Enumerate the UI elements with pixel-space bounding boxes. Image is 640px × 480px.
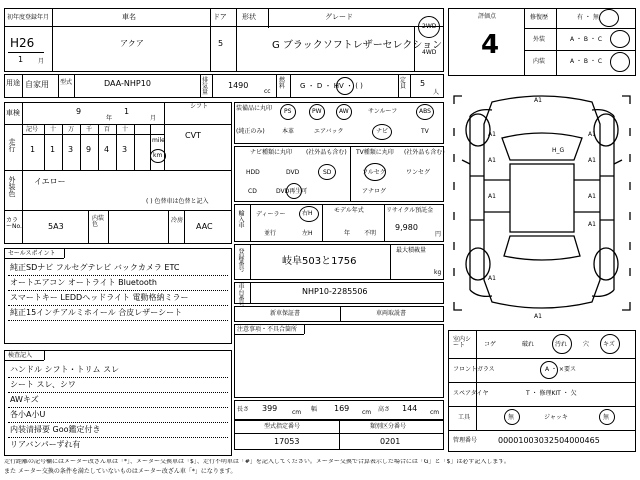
note-line-6: リアバンパーずれ有 bbox=[10, 440, 81, 449]
equip-ps: PS bbox=[284, 108, 292, 115]
model-year-unit: 年 bbox=[344, 230, 351, 237]
management-value: 00001003032504000465 bbox=[498, 436, 600, 445]
shape-label: 形状 bbox=[242, 13, 256, 21]
mileage-h4: 百 bbox=[104, 126, 111, 133]
reg-year-label: 初年度登録年月 bbox=[7, 14, 50, 21]
import-label: 輸入車 bbox=[237, 210, 244, 228]
note-line-5: 内装清掃要 Goo鑑定付き bbox=[10, 425, 101, 434]
tv-fullseg: フルセグ bbox=[362, 169, 386, 176]
length-label: 長さ bbox=[237, 406, 250, 413]
height-unit: cm bbox=[430, 409, 440, 416]
spare-label: スペアタイヤ bbox=[453, 390, 489, 397]
sales-line-2: オートエアコン オートライト Bluetooth bbox=[10, 278, 157, 287]
dmg-label-1: A1 bbox=[534, 97, 542, 104]
height-value: 144 bbox=[402, 404, 418, 413]
equip-airbag: エアバック bbox=[314, 128, 344, 135]
navi-dvd: DVD bbox=[286, 169, 300, 176]
recycle-unit: 円 bbox=[435, 231, 442, 238]
model-label: 型式 bbox=[60, 79, 73, 86]
interior-label: 内装 bbox=[533, 58, 546, 65]
grade-score: 4 bbox=[481, 30, 500, 60]
width-value: 169 bbox=[334, 404, 350, 413]
mileage-d0: 1 bbox=[30, 145, 36, 154]
notes-title: 注意事項・不具合箇所 bbox=[237, 326, 298, 333]
seat-hole: 穴 bbox=[583, 341, 590, 348]
mileage-d5: 3 bbox=[122, 145, 128, 154]
capacity-unit: 人 bbox=[433, 89, 440, 96]
repair-options: 有 ・ 無 bbox=[577, 14, 599, 21]
height-label: 高さ bbox=[378, 406, 391, 413]
equip-aw: AW bbox=[339, 108, 349, 115]
manual-label: 車両取説書 bbox=[376, 310, 407, 317]
equip-tv: TV bbox=[421, 128, 429, 135]
inspection-year: 9 bbox=[76, 107, 82, 116]
windshield-options: A ・ ×要ス bbox=[545, 366, 576, 373]
windshield-label: フロントガラス bbox=[453, 366, 495, 373]
ac-label: 冷房 bbox=[171, 217, 184, 224]
tv-analog: アナログ bbox=[362, 188, 387, 195]
grade-label: グレード bbox=[325, 13, 353, 21]
shift-label: シフト bbox=[190, 103, 209, 110]
grade: G ブラックソフトレザーセレクション bbox=[272, 40, 443, 51]
color-label: 外装色 bbox=[8, 176, 16, 197]
registration-label: 登録番号 bbox=[237, 248, 244, 272]
mileage-unit-mile: mile bbox=[152, 137, 165, 144]
drive-2wd: 2WD bbox=[422, 23, 437, 30]
note-line-2: シート スレ、シワ bbox=[10, 380, 76, 389]
capacity: 5 bbox=[420, 79, 426, 88]
repair-label: 修復歴 bbox=[530, 14, 549, 21]
shift-value: CVT bbox=[185, 131, 201, 140]
displacement: 1490 bbox=[228, 81, 249, 90]
seat-scratch: キズ bbox=[603, 341, 615, 348]
mileage-label: 走行 bbox=[8, 138, 16, 152]
dmg-label-10: A1 bbox=[488, 275, 496, 282]
dmg-label-5: A1 bbox=[588, 157, 596, 164]
mileage-h0: 記号 bbox=[26, 126, 39, 133]
interior-color-label: 内装色 bbox=[92, 215, 105, 228]
width-label: 幅 bbox=[311, 406, 318, 413]
usage: 自家用 bbox=[25, 80, 49, 89]
import-left: 左H bbox=[302, 230, 313, 237]
spare-options: T ・ 修理KIT ・ 欠 bbox=[526, 390, 577, 397]
import-parallel: 並行 bbox=[264, 230, 277, 237]
sales-line-3: スマートキー LEDDヘッドライト 電動格納ミラー bbox=[10, 293, 189, 302]
docs-box bbox=[234, 306, 444, 322]
month-unit: 月 bbox=[38, 58, 45, 65]
color-no-label: カラーNo. bbox=[6, 217, 22, 230]
dmg-label-8: A1 bbox=[588, 221, 596, 228]
category-label: 類別区分番号 bbox=[370, 423, 407, 430]
color-value: イエロー bbox=[34, 177, 66, 186]
category-value: 0201 bbox=[380, 437, 401, 446]
equipment-title: 装備品に丸印 bbox=[236, 105, 273, 112]
fuel-label: 燃料 bbox=[279, 77, 286, 90]
doors: 5 bbox=[218, 39, 224, 48]
note-line-3: AWキズ bbox=[10, 395, 39, 404]
equip-navi: ナビ bbox=[376, 128, 389, 135]
tools-value: 無 bbox=[508, 414, 515, 421]
chassis-value: NHP10-2285506 bbox=[302, 287, 368, 296]
interior-options: A ・ B ・ C bbox=[570, 58, 603, 65]
dmg-label-11: A1 bbox=[534, 313, 542, 320]
reg-year: H26 bbox=[10, 36, 35, 50]
car-name: アクア bbox=[120, 39, 144, 48]
jack-value: 無 bbox=[603, 414, 610, 421]
seat-stain: 汚れ bbox=[555, 341, 568, 348]
notes-box bbox=[234, 324, 444, 398]
exterior-label: 外装 bbox=[533, 36, 546, 43]
equip-sunroof: サンルーフ bbox=[368, 108, 398, 115]
import-dealer: ディーラー bbox=[256, 211, 286, 218]
dmg-label-4: A1 bbox=[488, 157, 496, 164]
seat-burn: コゲ bbox=[484, 341, 497, 348]
width-unit: cm bbox=[362, 409, 372, 416]
mileage-d4: 4 bbox=[104, 145, 110, 154]
recycle-label: リサイクル預託金 bbox=[386, 207, 434, 214]
mileage-d2: 3 bbox=[68, 145, 74, 154]
footer-line-1: 走行距離の記号欄にはメーター改ざん車は「*」、メーター交換車は「$」、走行不明車は「#」を記入してください。メーター交換で合算表示した場合には「G」と「$」は必ず記入します。 bbox=[4, 459, 510, 465]
max-load-unit: kg bbox=[434, 269, 442, 276]
registration-value: 岐阜503と1756 bbox=[282, 256, 357, 267]
mileage-d1: 1 bbox=[50, 145, 56, 154]
max-load-label: 最大積載量 bbox=[396, 247, 427, 254]
recycle-value: 9,980 bbox=[395, 223, 418, 232]
sales-line-4: 純正15インチアルミホイール 合皮レザーシート bbox=[10, 308, 183, 317]
mileage-h2: 万 bbox=[68, 126, 75, 133]
length-value: 399 bbox=[262, 404, 278, 413]
note-line-1: ハンドル シフト・トリム スレ bbox=[10, 365, 120, 374]
doors-label: ドア bbox=[213, 13, 227, 21]
model-year-label: モデル年式 bbox=[334, 207, 364, 214]
dmg-label-7: A1 bbox=[588, 193, 596, 200]
inspector-notes-title: 検査記入 bbox=[8, 352, 33, 359]
tv-title: TV種類に丸印 bbox=[356, 149, 394, 156]
inspection-month: 1 bbox=[124, 107, 130, 116]
dmg-label-3: A1 bbox=[588, 131, 596, 138]
warranty-label: 新車保証書 bbox=[270, 310, 301, 317]
navi-hdd: HDD bbox=[246, 169, 260, 176]
fuel-options: G ・ D ・ HV ・ ( ) bbox=[300, 82, 363, 90]
model-year-unknown: 不明 bbox=[364, 230, 377, 237]
mileage-h3: 千 bbox=[86, 126, 93, 133]
equipment-subtitle: (純正のみ) bbox=[236, 128, 265, 135]
tv-oneseg: ワンセグ bbox=[406, 169, 431, 176]
dmg-label-6: A1 bbox=[488, 193, 496, 200]
length-unit: cm bbox=[292, 409, 302, 416]
navi-cd: CD bbox=[248, 188, 257, 195]
mileage-unit-km: km bbox=[153, 152, 163, 159]
sales-line-1: 純正SDナビ フルセグテレビ バックカメラ ETC bbox=[10, 263, 180, 272]
import-right: 右H bbox=[302, 210, 313, 217]
navi-title: ナビ種類に丸印 bbox=[250, 149, 293, 156]
navi-sub: (社外品も含む) bbox=[306, 149, 347, 156]
cc-unit: cc bbox=[264, 88, 271, 95]
displacement-label: 排気量 bbox=[202, 77, 209, 96]
exterior-options: A ・ B ・ C bbox=[570, 36, 603, 43]
sales-points-title: セールスポイント bbox=[8, 250, 56, 257]
capacity-label: 定員 bbox=[400, 77, 407, 90]
mileage-d3: 9 bbox=[86, 145, 92, 154]
chassis-label: 車台番号 bbox=[237, 283, 244, 307]
row2-table bbox=[4, 74, 444, 98]
grade-score-label: 評価点 bbox=[478, 13, 497, 20]
dmg-label-9: H_G bbox=[552, 147, 565, 154]
mileage-h5: 十 bbox=[122, 126, 129, 133]
color-no-value: 5A3 bbox=[48, 222, 64, 231]
fuel-hv-circle bbox=[336, 77, 354, 95]
tools-label: 工具 bbox=[458, 414, 471, 421]
jack-label: ジャッキ bbox=[544, 414, 568, 421]
navi-dvd-play: DVD再生可 bbox=[276, 188, 308, 195]
usage-label: 用途 bbox=[6, 79, 20, 87]
inspection-month-unit: 月 bbox=[150, 115, 157, 122]
footer-line-2: また メーター交換の条件を満たしていないものはメーター改ざん車「*」になります。 bbox=[4, 468, 237, 475]
designation-value: 17053 bbox=[274, 437, 300, 446]
model: DAA-NHP10 bbox=[104, 79, 151, 88]
equip-pw: PW bbox=[312, 108, 322, 115]
designation-label: 型式指定番号 bbox=[264, 423, 301, 430]
dmg-label-2: A1 bbox=[488, 131, 496, 138]
drive-4wd: 4WD bbox=[422, 49, 437, 56]
note-line-4: 各小A小U bbox=[10, 410, 46, 419]
navi-sd: SD bbox=[323, 169, 332, 176]
reg-month: 1 bbox=[18, 55, 24, 64]
equip-leather: 本革 bbox=[282, 128, 295, 135]
seat-label: 室内シート bbox=[453, 336, 472, 349]
seat-tear: 破れ bbox=[522, 341, 535, 348]
tv-sub: (社外品も含む) bbox=[404, 149, 445, 156]
inspection-year-unit: 年 bbox=[106, 115, 113, 122]
management-label: 管理番号 bbox=[453, 437, 478, 444]
color-note: ( ) 色替車は色替と記入 bbox=[146, 198, 209, 205]
mileage-h1: 十 bbox=[50, 126, 57, 133]
inspection-label: 車検 bbox=[6, 109, 20, 117]
ac-value: AAC bbox=[196, 222, 213, 231]
car-name-label: 車名 bbox=[122, 13, 136, 21]
car-damage-diagram bbox=[448, 80, 636, 328]
equip-abs: ABS bbox=[419, 108, 431, 115]
